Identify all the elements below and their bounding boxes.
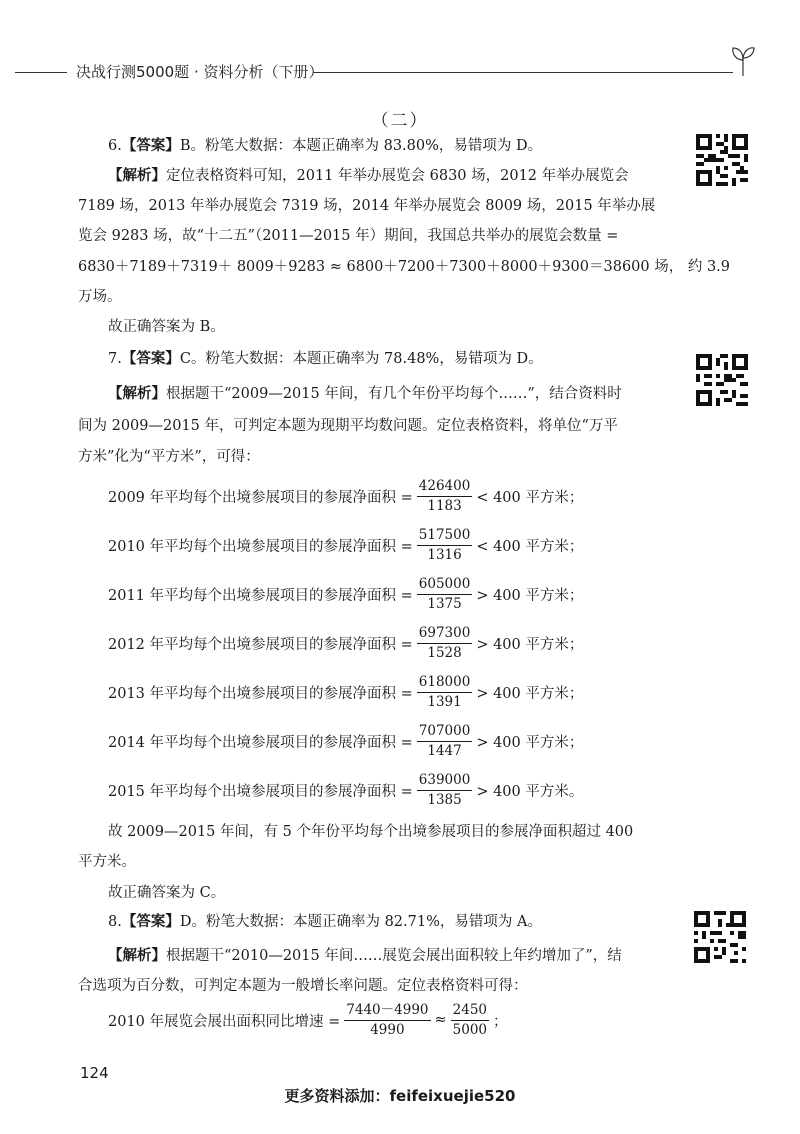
formula-label: 2013 年平均每个出境参展项目的参展净面积 = [108, 685, 413, 702]
header-rule-right [313, 72, 733, 73]
q6-analysis-line-3: 览会 9283 场，故“十二五”（2011—2015 年）期间，我国总共举办的展览会数量 = [78, 228, 619, 244]
numerator: 605000 [417, 576, 473, 595]
q7-analysis-line-3: 方米”化为“平方米”，可得： [78, 449, 260, 465]
q8-number: 8. [108, 914, 122, 930]
denominator: 1375 [427, 595, 462, 612]
fraction [417, 674, 473, 711]
numerator: 697300 [417, 625, 473, 644]
formula-label: 2015 年平均每个出境参展项目的参展净面积 = [108, 783, 413, 800]
q8-analysis-line-2: 合选项为百分数，可判定本题为一般增长率问题。定位表格资料可得： [78, 978, 528, 994]
q8-answer-text: D。粉笔大数据：本题正确率为 82.71%，易错项为 A。 [179, 914, 542, 930]
denominator: 4990 [370, 1021, 405, 1038]
q8-answer-tag: 【答案】 [121, 914, 180, 930]
q8-answer-line [108, 912, 542, 932]
section-title: （二） [371, 111, 429, 131]
formula-relation: > 400 平方米。 [476, 783, 584, 800]
q8-analysis-line-1 [108, 946, 622, 966]
q6-analysis-line-1 [108, 166, 629, 186]
formula-2012 [108, 621, 583, 665]
q6-analysis-line-2: 7189 场，2013 年举办展览会 7319 场，2014 年举办展览会 8009 场，2015 年举办展 [78, 198, 656, 214]
formula-relation: > 400 平方米； [476, 587, 584, 604]
qr-code-icon [694, 911, 746, 963]
q7-answer-tag: 【答案】 [121, 351, 180, 367]
denominator: 1528 [427, 644, 462, 661]
numerator: 2450 [451, 1002, 489, 1021]
qr-code-q8[interactable] [694, 911, 746, 963]
q6-conclusion: 故正确答案为 B。 [108, 319, 225, 335]
formula-2014 [108, 719, 583, 763]
formula-2015 [108, 768, 583, 812]
formula-2013 [108, 670, 583, 714]
formula-label: 2012 年平均每个出境参展项目的参展净面积 = [108, 636, 413, 653]
denominator: 1316 [427, 546, 462, 563]
denominator: 1391 [427, 693, 462, 710]
q7-analysis-text-1: 根据题干“2009—2015 年间，有几个年份平均每个……”，结合资料时 [166, 386, 622, 402]
q6-answer-text: B。粉笔大数据：本题正确率为 83.80%，易错项为 D。 [179, 138, 543, 154]
numerator: 517500 [417, 527, 473, 546]
fraction [417, 772, 473, 809]
q7-summary-line-1: 故 2009—2015 年间，有 5 个年份平均每个出境参展项目的参展净面积超过 400 [108, 824, 634, 840]
formula-end: ； [493, 1013, 508, 1030]
fraction [417, 576, 473, 613]
q7-number: 7. [108, 351, 122, 367]
formula-relation: > 400 平方米； [476, 685, 584, 702]
q6-answer-tag: 【答案】 [121, 138, 180, 154]
q6-analysis-line-4: 6830＋7189＋7319＋ 8009＋9283 ≈ 6800＋7200＋7300＋8000＋9300＝38600 场， 约 3.9 [78, 259, 731, 275]
qr-code-icon [696, 134, 748, 186]
formula-label: 2010 年展览会展出面积同比增速 = [108, 1013, 341, 1030]
q6-answer-line [108, 136, 542, 156]
fraction [344, 1002, 430, 1039]
denominator: 1183 [427, 497, 462, 514]
running-header [0, 58, 800, 88]
numerator: 618000 [417, 674, 473, 693]
formula-label: 2010 年平均每个出境参展项目的参展净面积 = [108, 538, 413, 555]
numerator: 639000 [417, 772, 473, 791]
formula-2010-growth [108, 998, 508, 1042]
q8-analysis-tag: 【解析】 [108, 948, 166, 964]
formula-relation: < 400 平方米； [476, 538, 584, 555]
denominator: 1385 [427, 791, 462, 808]
qr-code-q6[interactable] [696, 134, 748, 186]
denominator: 1447 [427, 742, 462, 759]
q6-analysis-tag: 【解析】 [108, 168, 166, 184]
formula-2011 [108, 572, 583, 616]
denominator: 5000 [452, 1021, 488, 1038]
q7-answer-line [108, 349, 543, 369]
qr-code-icon [696, 354, 748, 406]
q7-answer-text: C。粉笔大数据：本题正确率为 78.48%，易错项为 D。 [179, 351, 543, 367]
book-title: 决战行测5000题 · 资料分析（下册） [76, 63, 324, 81]
q7-analysis-line-1 [108, 384, 622, 404]
formula-relation: > 400 平方米； [476, 734, 584, 751]
formula-relation: > 400 平方米； [476, 636, 584, 653]
fraction [417, 527, 473, 564]
formula-2010 [108, 523, 583, 567]
header-rule-left [15, 72, 67, 73]
footer-text: 更多资料添加：feifeixuejie520 [284, 1087, 516, 1105]
fraction [417, 723, 473, 760]
q6-analysis-text-1: 定位表格资料可知，2011 年举办展览会 6830 场，2012 年举办展览会 [166, 168, 629, 184]
numerator: 426400 [417, 478, 473, 497]
q8-analysis-text-1: 根据题干“2010—2015 年间……展览会展出面积较上年约增加了”，结 [166, 948, 622, 964]
q7-summary-line-2: 平方米。 [78, 854, 136, 870]
fraction [417, 478, 473, 515]
formula-label: 2009 年平均每个出境参展项目的参展净面积 = [108, 489, 413, 506]
q7-conclusion: 故正确答案为 C。 [108, 885, 226, 901]
fraction [417, 625, 473, 662]
formula-label: 2014 年平均每个出境参展项目的参展净面积 = [108, 734, 413, 751]
formula-label: 2011 年平均每个出境参展项目的参展净面积 = [108, 587, 413, 604]
formula-2009 [108, 474, 583, 518]
q6-analysis-line-5: 万场。 [78, 289, 122, 305]
page-number: 124 [80, 1064, 109, 1082]
sprout-icon [730, 42, 756, 76]
approx-symbol: ≈ [434, 1012, 447, 1028]
formula-relation: < 400 平方米； [476, 489, 584, 506]
numerator: 7440－4990 [344, 1002, 430, 1021]
q7-analysis-line-2: 间为 2009—2015 年，可判定本题为现期平均数问题。定位表格资料，将单位“万平 [78, 418, 618, 434]
numerator: 707000 [417, 723, 473, 742]
q6-number: 6. [108, 138, 122, 154]
q7-analysis-tag: 【解析】 [108, 386, 166, 402]
fraction [451, 1002, 489, 1039]
qr-code-q7[interactable] [696, 354, 748, 406]
